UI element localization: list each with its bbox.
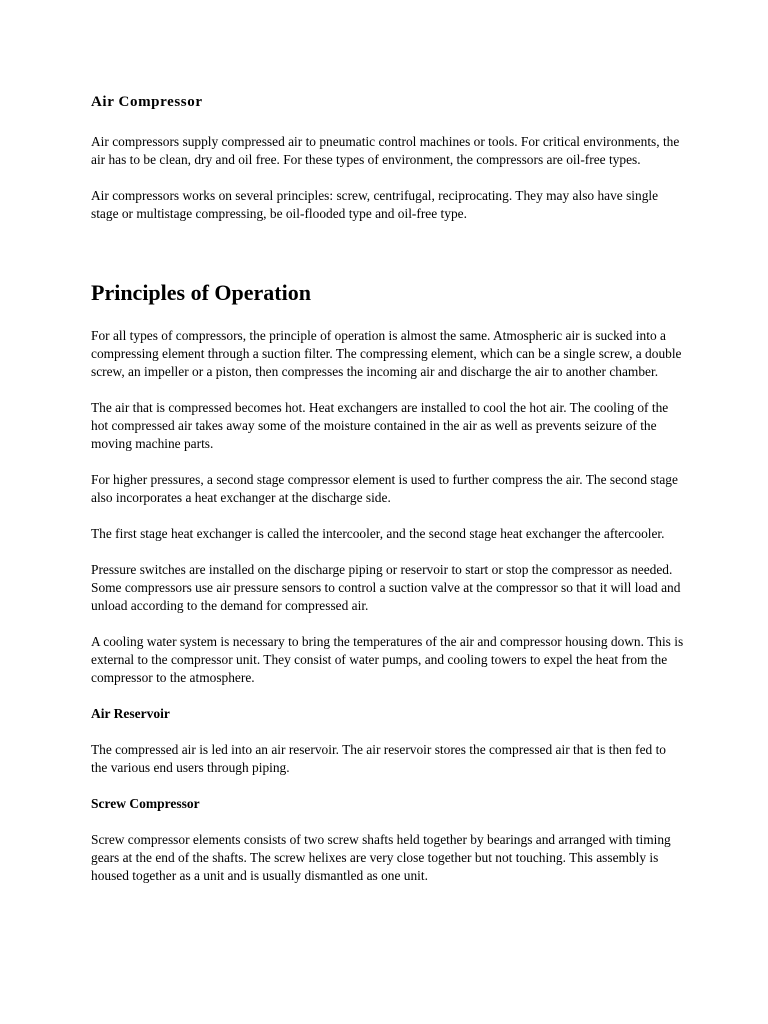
screw-compressor-heading: Screw Compressor [91, 796, 200, 811]
document-content [91, 92, 685, 903]
screw-compressor-paragraph: Screw compressor elements consists of two screw shafts held together by bearings and arranged with timing gears at the end of the shafts. The screw helixes are very close together but not touching. This assembly is housed together as a unit and is usually dismantled as one unit. [91, 832, 671, 883]
principles-paragraph-2: The air that is compressed becomes hot. Heat exchangers are installed to cool the hot air. The cooling of the hot compressed air takes away some of the moisture contained in the air as well as prevents seizure of the moving machine parts. [91, 400, 669, 451]
air-reservoir-heading: Air Reservoir [91, 706, 170, 721]
principles-paragraph-3: For higher pressures, a second stage compressor element is used to further compress the air. The second stage also incorporates a heat exchanger at the discharge side. [91, 472, 678, 505]
principles-heading: Principles of Operation [91, 280, 311, 305]
air-compressor-heading: Air Compressor [91, 94, 203, 110]
section-spacer [91, 241, 685, 279]
principles-paragraph-5: Pressure switches are installed on the discharge piping or reservoir to start or stop the compressor as needed. Some compressors use air pressure sensors to control a suction valve at the compressor so that it will load and unload according to the demand for compressed air. [91, 562, 681, 613]
air-reservoir-paragraph: The compressed air is led into an air reservoir. The air reservoir stores the compressed air that is then fed to the various end users through piping. [91, 742, 666, 775]
principles-paragraph-6: A cooling water system is necessary to bring the temperatures of the air and compressor housing down. This is external to the compressor unit. They consist of water pumps, and cooling towers to expel the heat from the compressor to the atmosphere. [91, 634, 684, 685]
principles-paragraph-4: The first stage heat exchanger is called the intercooler, and the second stage heat exchanger the aftercooler. [91, 526, 665, 541]
intro-paragraph-2: Air compressors works on several principles: screw, centrifugal, reciprocating. They may also have single stage or multistage compressing, be oil-flooded type and oil-free type. [91, 188, 659, 221]
intro-paragraph-1: Air compressors supply compressed air to pneumatic control machines or tools. For critical environments, the air has to be clean, dry and oil free. For these types of environment, the compressors are oil-free types. [91, 134, 680, 167]
principles-paragraph-1: For all types of compressors, the principle of operation is almost the same. Atmospheric air is sucked into a compressing element through a suction filter. The compressing element, which can be a single screw, a double screw, an impeller or a piston, then compresses the incoming air and discharge the air to another chamber. [91, 328, 682, 379]
